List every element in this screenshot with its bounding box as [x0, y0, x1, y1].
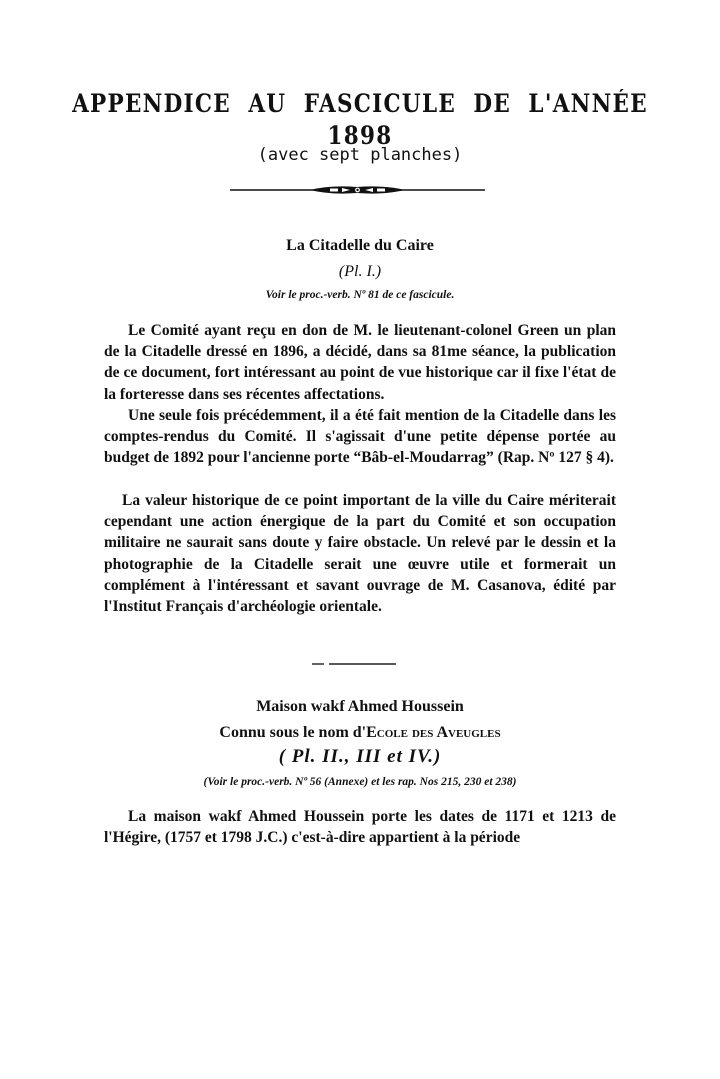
proces-verbal-reference-2: (Voir le proc.-verb. Nº 56 (Annexe) et les rap. Nos 215, 230 et 238): [203, 776, 517, 788]
paragraph-citadelle-2: Une seule fois précédemment, il a été fait mention de la Citadelle dans les comptes-rendus du Comité. Il s'agissait d'une petite dépense portée au budget de 1892 pour l'ancienne porte “Bâb-el-Moudarrag” (Rap. Nº 127 § 4).: [104, 407, 616, 467]
appendix-title: APPENDICE AU FASCICULE DE L'ANNÉE 1898: [72, 89, 648, 150]
plate-reference-1: (Pl. I.): [338, 263, 382, 280]
paragraph-maison-1: La maison wakf Ahmed Houssein porte les dates de 1171 et 1213 de l'Hégire, (1757 et 1798 J.C.) c'est-à-dire appartient à la période: [104, 808, 616, 847]
section-divider: [312, 663, 396, 665]
appendix-subtitle: (avec sept planches): [257, 145, 463, 165]
section-subtitle-ecole: Connu sous le nom d'Ecole des Aveugles: [219, 724, 501, 741]
proces-verbal-reference-1: Voir le proc.-verb. Nº 81 de ce fascicule.: [265, 289, 455, 301]
plate-reference-2: ( Pl. II., III et IV.): [278, 746, 442, 767]
paragraph-citadelle-1: Le Comité ayant reçu en don de M. le lieutenant-colonel Green un plan de la Citadelle dressé en 1896, a décidé, dans sa 81me séance, la publication de ce document, fort intéressant au point de vue historique car il fixe l'état de la forteresse dans ses récentes affectations.: [104, 322, 616, 403]
section-title-citadelle: La Citadelle du Caire: [286, 237, 434, 254]
ornamental-rule-icon: [230, 184, 485, 196]
section-title-maison-wakf: Maison wakf Ahmed Houssein: [256, 698, 464, 715]
paragraph-citadelle-3: La valeur historique de ce point important de la ville du Caire mériterait cependant une action énergique de la part du Comité et son occupation militaire ne saurait sans doute y faire obstacle. Un relevé par le dessin et la photographie de la Citadelle serait une œuvre utile et formerait un complément à l'intéressant et savant ouvrage de M. Casanova, édité par l'Institut Français d'archéologie orientale.: [104, 492, 616, 616]
